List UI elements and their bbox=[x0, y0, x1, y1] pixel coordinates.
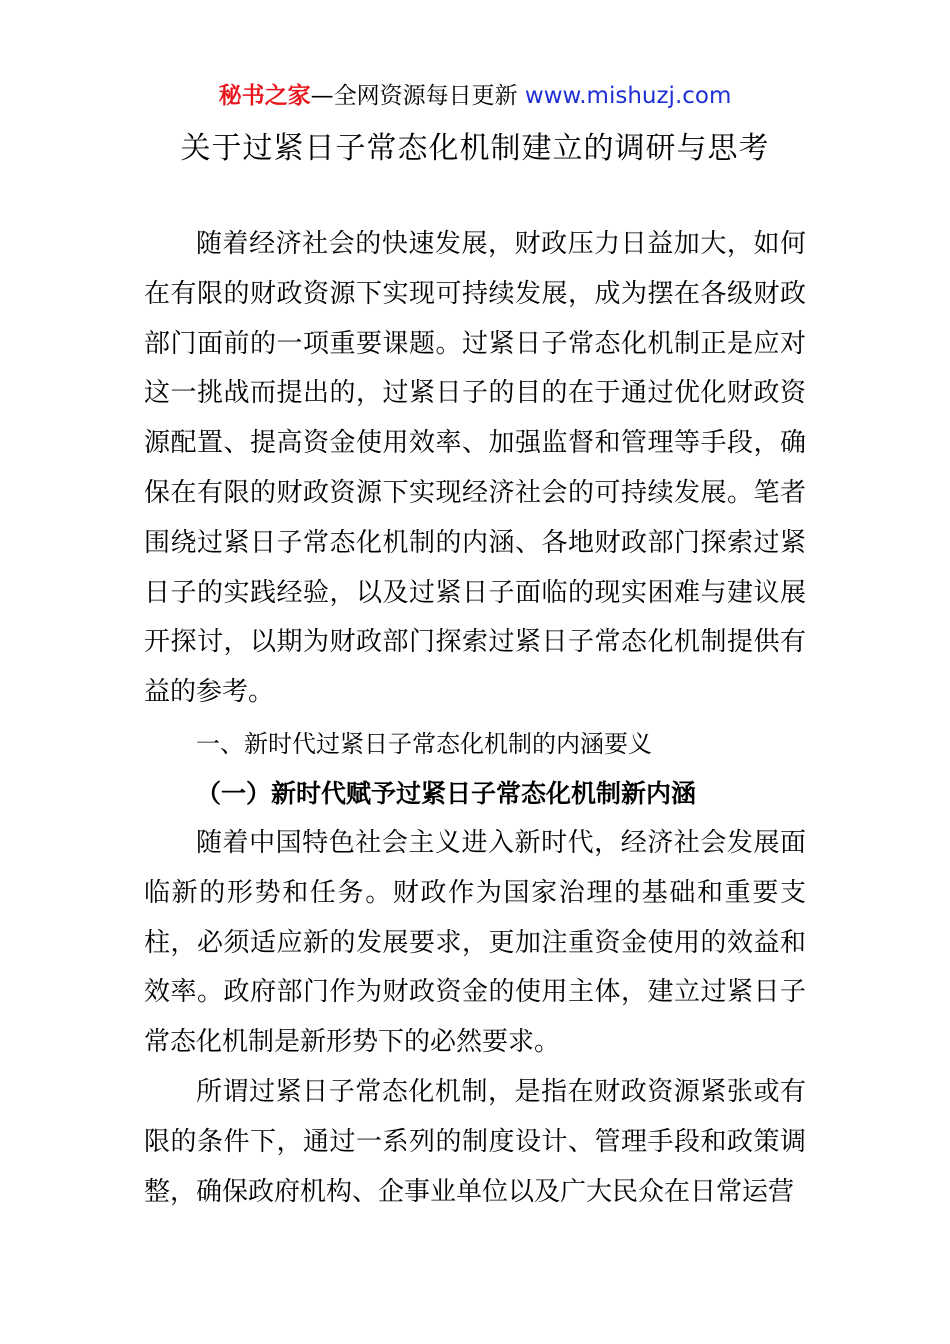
paragraph-intro: 随着经济社会的快速发展，财政压力日益加大，如何在有限的财政资源下实现可持续发展，成为摆在各级财政部门面前的一项重要课题。过紧日子常态化机制正是应对这一挑战而提出的，过紧日子的目的在于通过优化财政资源配置、提高资金使用效率、加强监督和管理等手段，确保在有限的财政资源下实现经济社会的可持续发展。笔者围绕过紧日子常态化机制的内涵、各地财政部门探索过紧日子的实践经验，以及过紧日子面临的现实困难与建议展开探讨，以期为财政部门探索过紧日子常态化机制提供有益的参考。 bbox=[144, 229, 806, 708]
section-heading-1: 一、新时代过紧日子常态化机制的内涵要义 bbox=[196, 729, 652, 758]
paragraph-definition: 所谓过紧日子常态化机制，是指在财政资源紧张或有限的条件下，通过一系列的制度设计、管理手段和政策调整，确保政府机构、企事业单位以及广大民众在日常运营 bbox=[144, 1076, 806, 1207]
brand-name: 秘书之家 bbox=[218, 83, 311, 109]
document-title: 关于过紧日子常态化机制建立的调研与思考 bbox=[180, 131, 770, 166]
subsection-heading-1: （一）新时代赋予过紧日子常态化机制新内涵 bbox=[196, 778, 697, 808]
site-url-link[interactable]: www.mishuzj.com bbox=[524, 83, 732, 109]
paragraph-new-era: 随着中国特色社会主义进入新时代，经济社会发展面临新的形势和任务。财政作为国家治理的基础和重要支柱，必须适应新的发展要求，更加注重资金使用的效益和效率。政府部门作为财政资金的使用主体，建立过紧日子常态化机制是新形势下的必然要求。 bbox=[144, 827, 806, 1058]
header-tagline: —全网资源每日更新 bbox=[310, 83, 518, 109]
document-body bbox=[144, 220, 806, 1217]
header-banner bbox=[0, 78, 950, 114]
